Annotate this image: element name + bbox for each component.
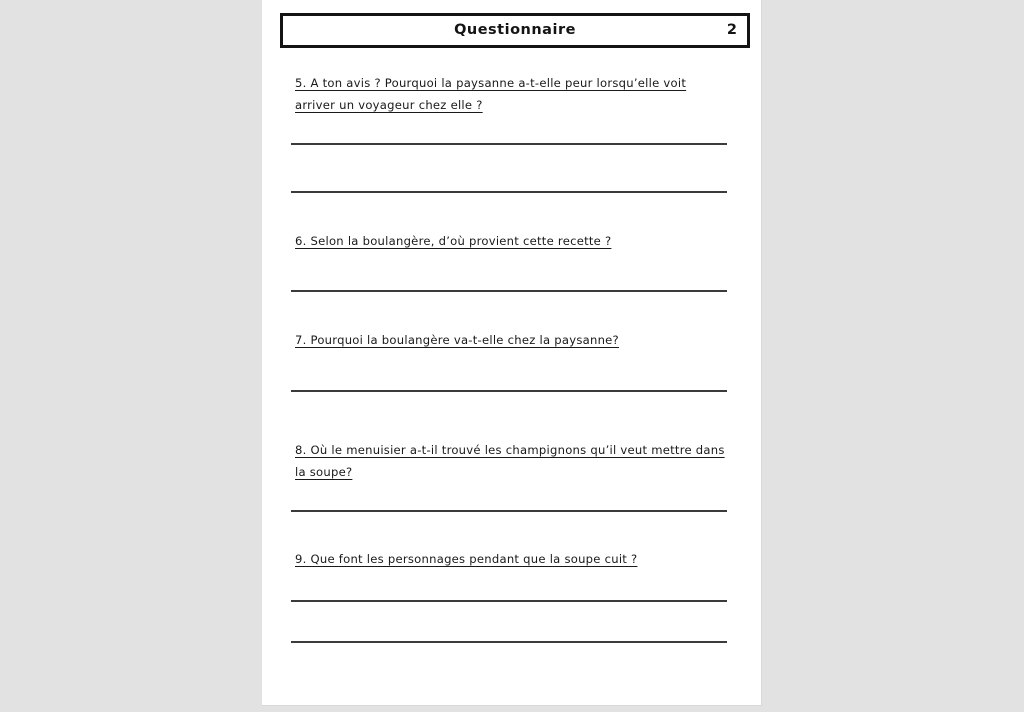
answer-line[interactable] <box>291 641 727 643</box>
page-title: Questionnaire <box>454 22 576 39</box>
answer-line[interactable] <box>291 510 727 512</box>
question-text-line: arriver un voyageur chez elle ? <box>295 97 483 112</box>
question-text <box>295 231 750 253</box>
question-text-line: 9. Que font les personnages pendant que la soupe cuit ? <box>295 552 638 566</box>
page-number: 2 <box>726 22 737 39</box>
question-text <box>295 73 750 116</box>
question-text-line: 6. Selon la boulangère, d’où provient cette recette ? <box>295 234 612 248</box>
question-text <box>295 440 750 483</box>
header-box <box>280 13 750 48</box>
question-text-line: 5. A ton avis ? Pourquoi la paysanne a-t-elle peur lorsqu’elle voit <box>295 76 687 90</box>
answer-line[interactable] <box>291 390 727 392</box>
question-text-line: 7. Pourquoi la boulangère va-t-elle chez la paysanne? <box>295 333 619 347</box>
question-text-line: la soupe? <box>295 464 353 479</box>
answer-line[interactable] <box>291 191 727 193</box>
answer-line[interactable] <box>291 600 727 602</box>
document-page <box>262 0 762 706</box>
answer-line[interactable] <box>291 143 727 145</box>
question-text-line: 8. Où le menuisier a-t-il trouvé les champignons qu’il veut mettre dans <box>295 443 725 457</box>
question-text <box>295 330 750 352</box>
answer-line[interactable] <box>291 290 727 292</box>
question-text <box>295 549 750 571</box>
